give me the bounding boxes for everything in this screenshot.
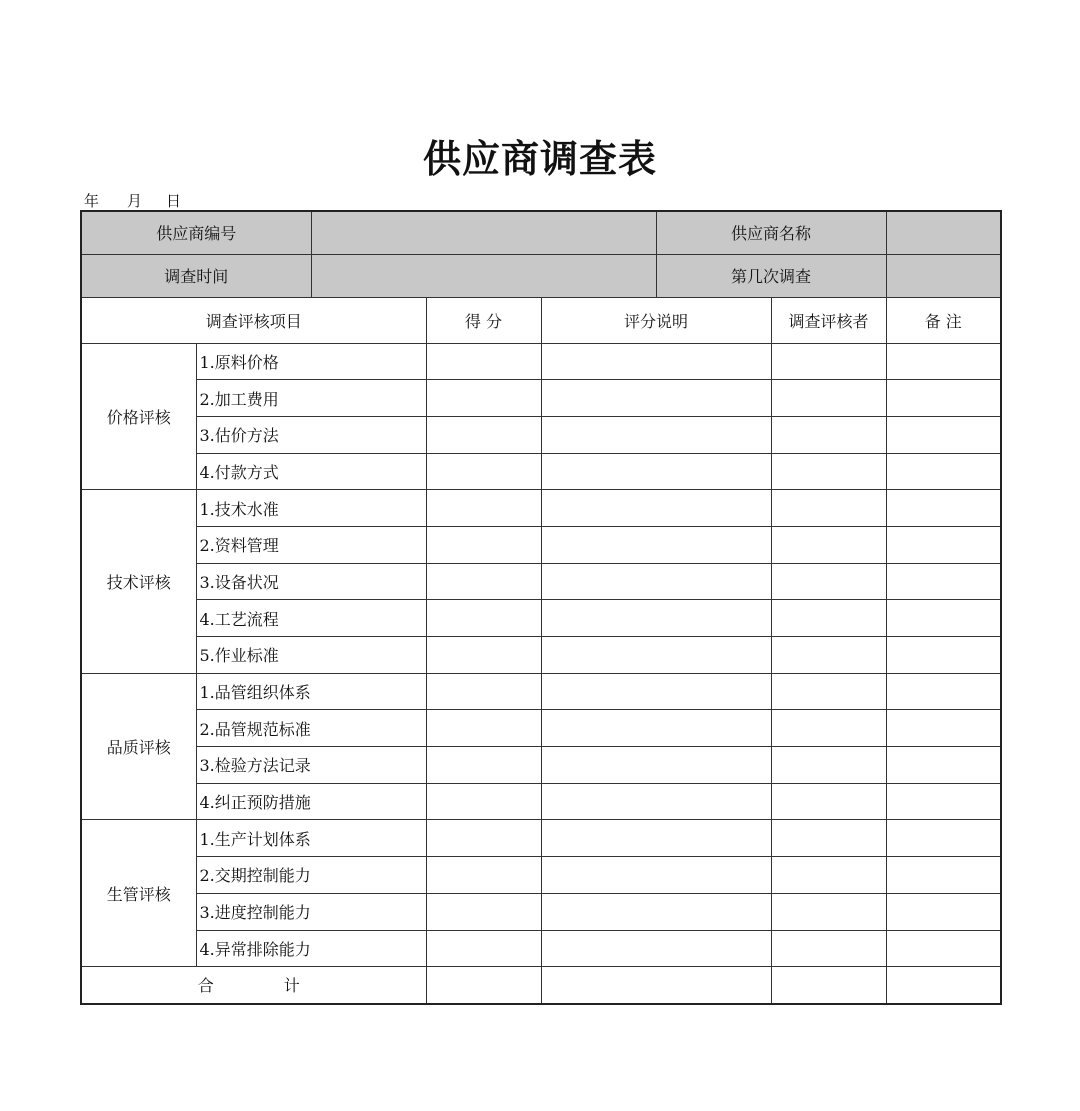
remarks-cell[interactable] [886,783,1001,820]
remarks-cell[interactable] [886,526,1001,563]
table-row [81,673,1001,710]
score-cell[interactable] [426,526,541,563]
table-row [81,820,1001,857]
remarks-cell[interactable] [886,710,1001,747]
remarks-cell[interactable] [886,637,1001,674]
reviewer-cell[interactable] [771,453,886,490]
reviewer-cell[interactable] [771,600,886,637]
item-label: 1.技术水准 [196,490,426,527]
table-row [81,857,1001,894]
page-title: 供应商调查表 [422,137,657,181]
group-label: 技术评核 [81,490,196,673]
score-cell[interactable] [426,893,541,930]
reviewer-cell[interactable] [771,930,886,967]
explanation-cell[interactable] [541,637,771,674]
total-reviewer-cell[interactable] [771,967,886,1004]
score-cell[interactable] [426,637,541,674]
table-row [81,710,1001,747]
explanation-cell[interactable] [541,893,771,930]
explanation-cell[interactable] [541,343,771,380]
date-day: 日 [166,192,182,210]
survey-time-label: 调查时间 [81,254,311,297]
reviewer-cell[interactable] [771,783,886,820]
score-cell[interactable] [426,673,541,710]
group-label: 品质评核 [81,673,196,820]
table-row [81,930,1001,967]
reviewer-cell[interactable] [771,563,886,600]
item-label: 4.纠正预防措施 [196,783,426,820]
group-label: 生管评核 [81,820,196,967]
remarks-cell[interactable] [886,857,1001,894]
header-score: 得 分 [426,297,541,343]
info-row-2 [81,254,1001,297]
explanation-cell[interactable] [541,710,771,747]
table-row [81,600,1001,637]
score-cell[interactable] [426,453,541,490]
table-row [81,490,1001,527]
supplier-no-field[interactable] [311,211,656,254]
reviewer-cell[interactable] [771,343,886,380]
item-label: 2.品管规范标准 [196,710,426,747]
reviewer-cell[interactable] [771,893,886,930]
score-cell[interactable] [426,930,541,967]
total-label-left: 合 [197,976,214,996]
score-cell[interactable] [426,343,541,380]
remarks-cell[interactable] [886,600,1001,637]
remarks-cell[interactable] [886,380,1001,417]
remarks-cell[interactable] [886,453,1001,490]
table-row [81,783,1001,820]
survey-time-field[interactable] [311,254,656,297]
reviewer-cell[interactable] [771,820,886,857]
explanation-cell[interactable] [541,857,771,894]
score-cell[interactable] [426,820,541,857]
remarks-cell[interactable] [886,747,1001,784]
remarks-cell[interactable] [886,820,1001,857]
survey-count-label: 第几次调查 [656,254,886,297]
header-reviewer: 调查评核者 [771,297,886,343]
reviewer-cell[interactable] [771,526,886,563]
reviewer-cell[interactable] [771,490,886,527]
group-label: 价格评核 [81,343,196,490]
score-cell[interactable] [426,747,541,784]
header-row [81,297,1001,343]
table-row [81,637,1001,674]
score-cell[interactable] [426,783,541,820]
table-row [81,563,1001,600]
item-label: 3.检验方法记录 [196,747,426,784]
reviewer-cell[interactable] [771,673,886,710]
item-label: 3.设备状况 [196,563,426,600]
table-row [81,747,1001,784]
remarks-cell[interactable] [886,343,1001,380]
explanation-cell[interactable] [541,783,771,820]
explanation-cell[interactable] [541,600,771,637]
explanation-cell[interactable] [541,453,771,490]
explanation-cell[interactable] [541,820,771,857]
score-cell[interactable] [426,490,541,527]
item-label: 1.原料价格 [196,343,426,380]
remarks-cell[interactable] [886,563,1001,600]
remarks-cell[interactable] [886,893,1001,930]
item-label: 1.生产计划体系 [196,820,426,857]
table-row [81,893,1001,930]
explanation-cell[interactable] [541,416,771,453]
table-row [81,416,1001,453]
survey-count-field[interactable] [886,254,1001,297]
explanation-cell[interactable] [541,490,771,527]
explanation-cell[interactable] [541,673,771,710]
header-item: 调查评核项目 [81,297,426,343]
reviewer-cell[interactable] [771,416,886,453]
item-label: 3.估价方法 [196,416,426,453]
reviewer-cell[interactable] [771,710,886,747]
explanation-cell[interactable] [541,526,771,563]
total-label [81,967,426,1004]
item-label: 4.付款方式 [196,453,426,490]
total-row [81,967,1001,1004]
item-label: 3.进度控制能力 [196,893,426,930]
info-row-1 [81,211,1001,254]
table-row [81,526,1001,563]
remarks-cell[interactable] [886,416,1001,453]
reviewer-cell[interactable] [771,380,886,417]
explanation-cell[interactable] [541,747,771,784]
explanation-cell[interactable] [541,563,771,600]
score-cell[interactable] [426,380,541,417]
remarks-cell[interactable] [886,490,1001,527]
total-label-right: 计 [283,976,300,996]
supplier-no-label: 供应商编号 [81,211,311,254]
survey-table [80,210,1002,1005]
date-line [84,190,181,211]
table-row [81,453,1001,490]
total-remarks-cell[interactable] [886,967,1001,1004]
explanation-cell[interactable] [541,930,771,967]
total-score-cell[interactable] [426,967,541,1004]
explanation-cell[interactable] [541,380,771,417]
item-label: 4.工艺流程 [196,600,426,637]
supplier-name-field[interactable] [886,211,1001,254]
remarks-cell[interactable] [886,673,1001,710]
score-cell[interactable] [426,857,541,894]
score-cell[interactable] [426,563,541,600]
remarks-cell[interactable] [886,930,1001,967]
date-year: 年 [84,192,100,210]
reviewer-cell[interactable] [771,857,886,894]
date-month: 月 [127,192,143,210]
header-explanation: 评分说明 [541,297,771,343]
score-cell[interactable] [426,416,541,453]
header-remarks: 备 注 [886,297,1001,343]
item-label: 2.资料管理 [196,526,426,563]
item-label: 4.异常排除能力 [196,930,426,967]
item-label: 5.作业标准 [196,637,426,674]
score-cell[interactable] [426,600,541,637]
item-label: 2.加工费用 [196,380,426,417]
item-label: 2.交期控制能力 [196,857,426,894]
total-explanation-cell[interactable] [541,967,771,1004]
table-row [81,380,1001,417]
supplier-name-label: 供应商名称 [656,211,886,254]
reviewer-cell[interactable] [771,637,886,674]
reviewer-cell[interactable] [771,747,886,784]
score-cell[interactable] [426,710,541,747]
item-label: 1.品管组织体系 [196,673,426,710]
table-row [81,343,1001,380]
